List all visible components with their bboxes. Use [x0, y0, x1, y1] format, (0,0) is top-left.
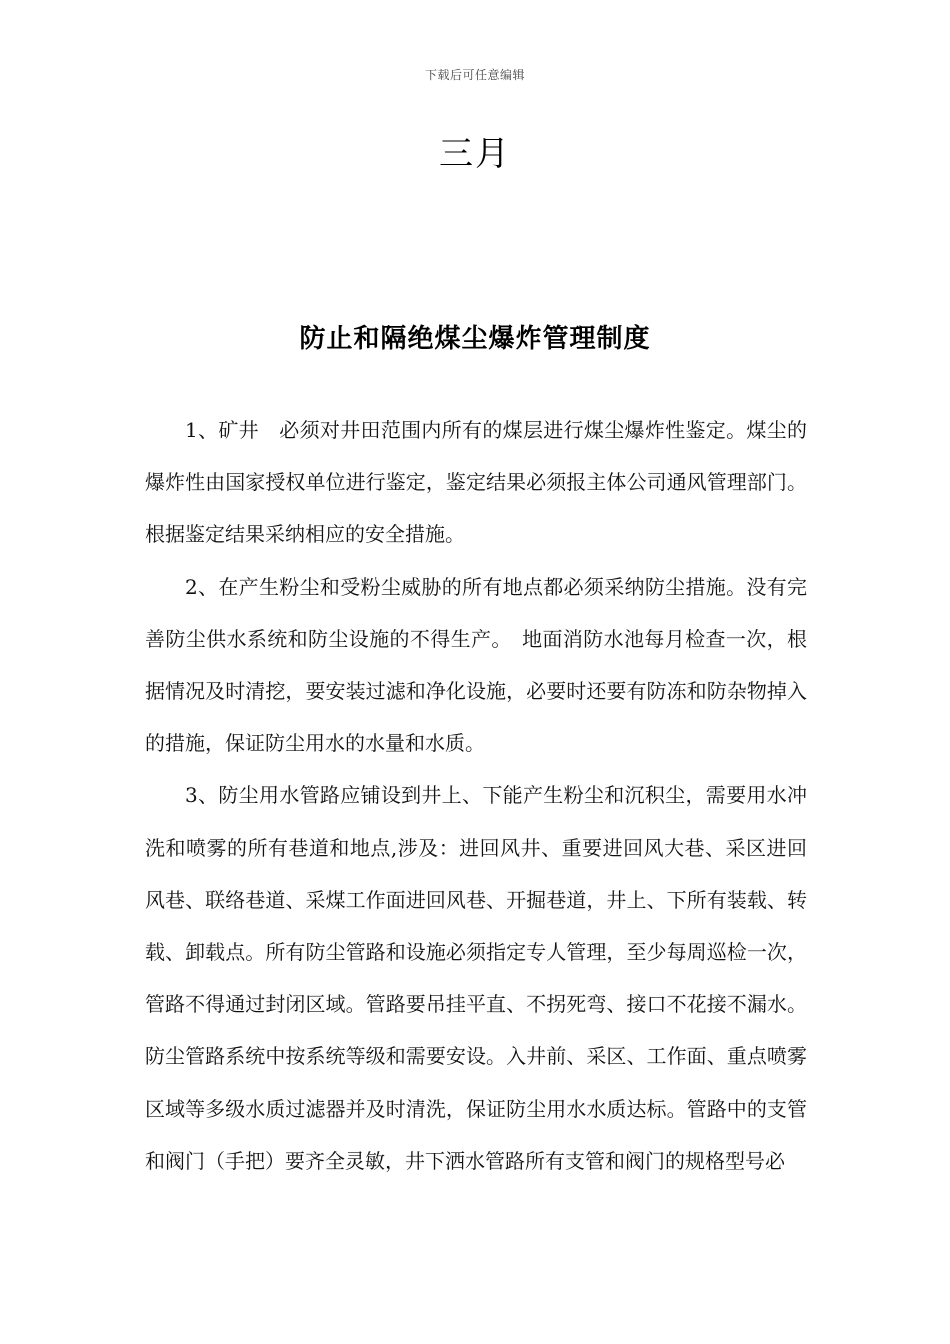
month-title: 三月 — [439, 134, 511, 174]
paragraph-3: 3、防尘用水管路应铺设到井上、下能产生粉尘和沉积尘，需要用水冲洗和喷雾的所有巷道和地点,涉及：进回风井、重要进回风大巷、采区进回风巷、联络巷道、采煤工作面进回风巷、开掘巷道，井上、下所有装载、转载、卸载点。所有防尘管路和设施必须指定专人管理，至少每周巡检一次，管路不得通过封闭区域。管路要吊挂平直、不拐死弯、接口不花接不漏水。防尘管路系统中按系统等级和需要安设。入井前、采区、工作面、重点喷雾区域等多级水质过滤器并及时清洗，保证防尘用水水质达标。管路中的支管和阀门（手把）要齐全灵敏，井下洒水管路所有支管和阀门的规格型号必 — [145, 783, 807, 1173]
document-body — [145, 404, 807, 1187]
paragraph-1: 1、矿井 必须对井田范围内所有的煤层进行煤尘爆炸性鉴定。煤尘的爆炸性由国家授权单位进行鉴定，鉴定结果必须报主体公司通风管理部门。根据鉴定结果采纳相应的安全措施。 — [145, 418, 807, 547]
document-title: 防止和隔绝煤尘爆炸管理制度 — [299, 324, 651, 354]
paragraph-2: 2、在产生粉尘和受粉尘威胁的所有地点都必须采纳防尘措施。没有完善防尘供水系统和防尘设施的不得生产。 地面消防水池每月检查一次，根据情况及时清挖，要安装过滤和净化设施，必要时还要有防冻和防杂物掉入的措施，保证防尘用水的水量和水质。 — [145, 574, 807, 756]
header-note: 下载后可任意编辑 — [424, 68, 525, 82]
